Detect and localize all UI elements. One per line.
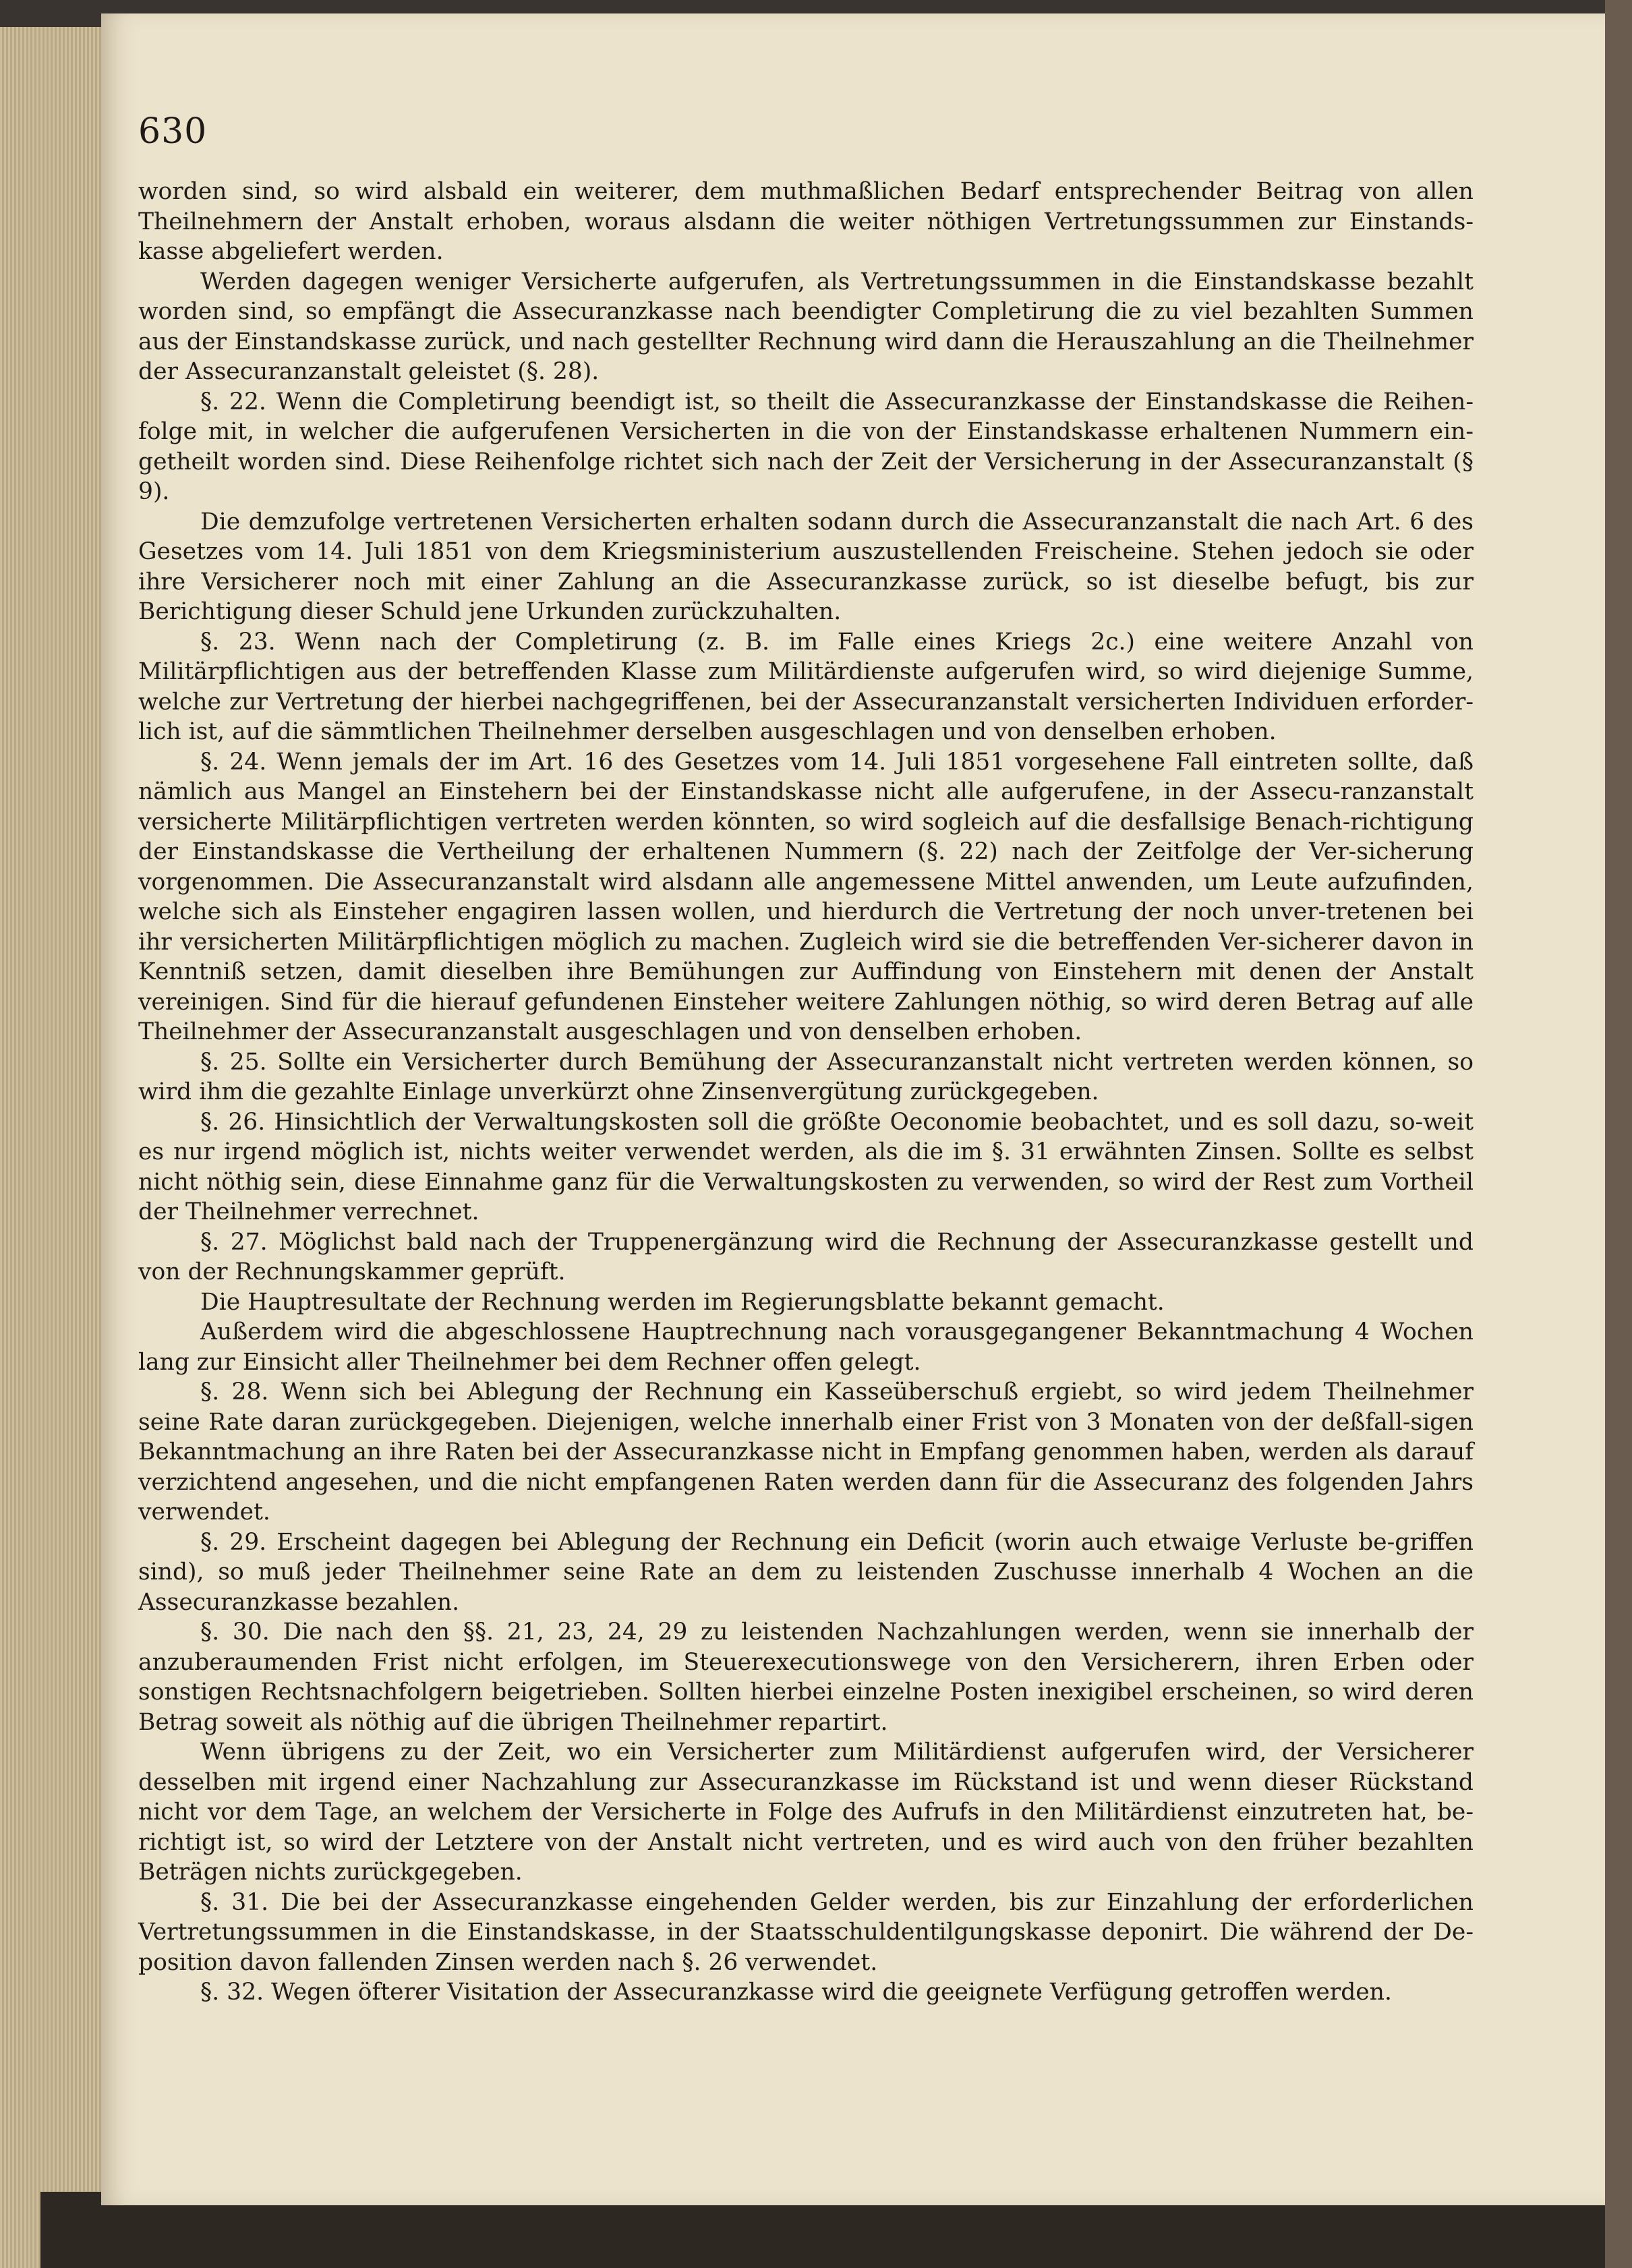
paragraph: Wenn übrigens zu der Zeit, wo ein Versicherter zum Militärdienst aufgerufen wird, der Versicherer desselben mit irgend einer Nachzahlung zur Assecuranzkasse im Rückstand ist und wenn dieser Rückstand nicht vor dem Tage, an welchem der Versicherte in Folge des Aufrufs in den Militärdienst einzutreten hat, be-richtigt ist, so wird der Letztere von der Anstalt nicht vertreten, und es wird auch von den früher bezahlten Beträgen nichts zurückgegeben. xyxy=(138,1739,1474,1886)
paragraph-section-31: §. 31. Die bei der Assecuranzkasse eingehenden Gelder werden, bis zur Einzahlung der erforderlichen Vertretungssummen in die Einstandskasse, in der Staatsschuldentilgungskasse deponirt. Die während der De-position davon fallenden Zinsen werden nach §. 26 verwendet. xyxy=(138,1888,1474,1976)
background-strip xyxy=(1605,0,1632,2268)
paragraph-section-23: §. 23. Wenn nach der Completirung (z. B. im Falle eines Kriegs 2c.) eine weitere Anzahl von Militärpflichtigen aus der betreffenden Klasse zum Militärdienste aufgerufen wird, so wird diejenige Summe, welche zur Vertretung der hierbei nachgegriffenen, bei der Assecuranzanstalt versicherten Individuen erforder-lich ist, auf die sämmtlichen Theilnehmer derselben ausgeschlagen und von denselben erhoben. xyxy=(138,628,1474,745)
paragraph-section-22: §. 22. Wenn die Completirung beendigt ist, so theilt die Assecuranzkasse der Einstandskasse die Reihen-folge mit, in welcher die aufgerufenen Versicherten in die von der Einstandskasse erhaltenen Nummern ein-getheilt worden sind. Diese Reihenfolge richtet sich nach der Zeit der Versicherung in der Assecuranzanstalt (§ 9). xyxy=(138,388,1474,505)
paragraph-section-26: §. 26. Hinsichtlich der Verwaltungskosten soll die größte Oeconomie beobachtet, und es soll dazu, so-weit es nur irgend möglich ist, nichts weiter verwendet werden, als die im §. 31 erwähnten Zinsen. Sollte es selbst nicht nöthig sein, diese Einnahme ganz für die Verwaltungskosten zu verwenden, so wird der Rest zum Vortheil der Theilnehmer verrechnet. xyxy=(138,1108,1474,1225)
paragraph: Außerdem wird die abgeschlossene Hauptrechnung nach vorausgegangener Bekanntmachung 4 Wochen lang zur Einsicht aller Theilnehmer bei dem Rechner offen gelegt. xyxy=(138,1318,1474,1376)
page-number: 630 xyxy=(138,111,208,152)
body-text xyxy=(138,177,1474,2008)
paragraph-section-24: §. 24. Wenn jemals der im Art. 16 des Gesetzes vom 14. Juli 1851 vorgesehene Fall eintreten sollte, daß nämlich aus Mangel an Einstehern bei der Einstandskasse nicht alle aufgerufene, in der Assecu-ranzanstalt versicherte Militärpflichtigen vertreten werden könnten, so wird sogleich auf die desfallsige Benach-richtigung der Einstandskasse die Vertheilung der erhaltenen Nummern (§. 22) nach der Zeitfolge der Ver-sicherung vorgenommen. Die Assecuranzanstalt wird alsdann alle angemessene Mittel anwenden, um Leute aufzufinden, welche sich als Einsteher engagiren lassen wollen, und hierdurch die Vertretung der noch unver-tretenen bei ihr versicherten Militärpflichtigen möglich zu machen. Zugleich wird sie die betreffenden Ver-sicherer davon in Kenntniß setzen, damit dieselben ihre Bemühungen zur Auffindung von Einstehern mit denen der Anstalt vereinigen. Sind für die hierauf gefundenen Einsteher weitere Zahlungen nöthig, so wird deren Betrag auf alle Theilnehmer der Assecuranzanstalt ausgeschlagen und von denselben erhoben. xyxy=(138,748,1474,1045)
paragraph-section-29: §. 29. Erscheint dagegen bei Ablegung der Rechnung ein Deficit (worin auch etwaige Verluste be-griffen sind), so muß jeder Theilnehmer seine Rate an dem zu leistenden Zuschusse innerhalb 4 Wochen an die Assecuranzkasse bezahlen. xyxy=(138,1528,1474,1616)
paragraph: Die demzufolge vertretenen Versicherten erhalten sodann durch die Assecuranzanstalt die nach Art. 6 des Gesetzes vom 14. Juli 1851 von dem Kriegsministerium auszustellenden Freischeine. Stehen jedoch sie oder ihre Versicherer noch mit einer Zahlung an die Assecuranzkasse zurück, so ist dieselbe befugt, bis zur Berichtigung dieser Schuld jene Urkunden zurückzuhalten. xyxy=(138,508,1474,625)
book-page-edges xyxy=(0,27,101,2268)
paragraph: Die Hauptresultate der Rechnung werden im Regierungsblatte bekannt gemacht. xyxy=(200,1288,1165,1316)
paragraph-section-27: §. 27. Möglichst bald nach der Truppenergänzung wird die Rechnung der Assecuranzkasse gestellt und von der Rechnungskammer geprüft. xyxy=(138,1228,1474,1285)
paragraph: worden sind, so wird alsbald ein weiterer, dem muthmaßlichen Bedarf entsprechender Beitrag von allen Theilnehmern der Anstalt erhoben, woraus alsdann die weiter nöthigen Vertretungssummen zur Einstands-kasse abgeliefert werden. xyxy=(138,178,1474,265)
paragraph-section-28: §. 28. Wenn sich bei Ablegung der Rechnung ein Kasseüberschuß ergiebt, so wird jedem Theilnehmer seine Rate daran zurückgegeben. Diejenigen, welche innerhalb einer Frist von 3 Monaten von der deßfall-sigen Bekanntmachung an ihre Raten bei der Assecuranzkasse nicht in Empfang genommen haben, werden als darauf verzichtend angesehen, und die nicht empfangenen Raten werden dann für die Assecuranz des folgenden Jahrs verwendet. xyxy=(138,1378,1474,1525)
paragraph: Werden dagegen weniger Versicherte aufgerufen, als Vertretungssummen in die Einstandskasse bezahlt worden sind, so empfängt die Assecuranzkasse nach beendigter Completirung die zu viel bezahlten Summen aus der Einstandskasse zurück, und nach gestellter Rechnung wird dann die Herauszahlung an die Theilnehmer der Assecuranzanstalt geleistet (§. 28). xyxy=(138,268,1474,385)
paragraph-section-32: §. 32. Wegen öfterer Visitation der Assecuranzkasse wird die geeignete Verfügung getroffen werden. xyxy=(200,1979,1392,2006)
paragraph-section-25: §. 25. Sollte ein Versicherter durch Bemühung der Assecuranzanstalt nicht vertreten werden können, so wird ihm die gezahlte Einlage unverkürzt ohne Zinsenvergütung zurückgegeben. xyxy=(138,1048,1474,1105)
paragraph-section-30: §. 30. Die nach den §§. 21, 23, 24, 29 zu leistenden Nachzahlungen werden, wenn sie innerhalb der anzuberaumenden Frist nicht erfolgen, im Steuerexecutionswege von den Versicherern, ihren Erben oder sonstigen Rechtsnachfolgern beigetrieben. Sollten hierbei einzelne Posten inexigibel erscheinen, so wird deren Betrag soweit als nöthig auf die übrigen Theilnehmer repartirt. xyxy=(138,1619,1474,1736)
